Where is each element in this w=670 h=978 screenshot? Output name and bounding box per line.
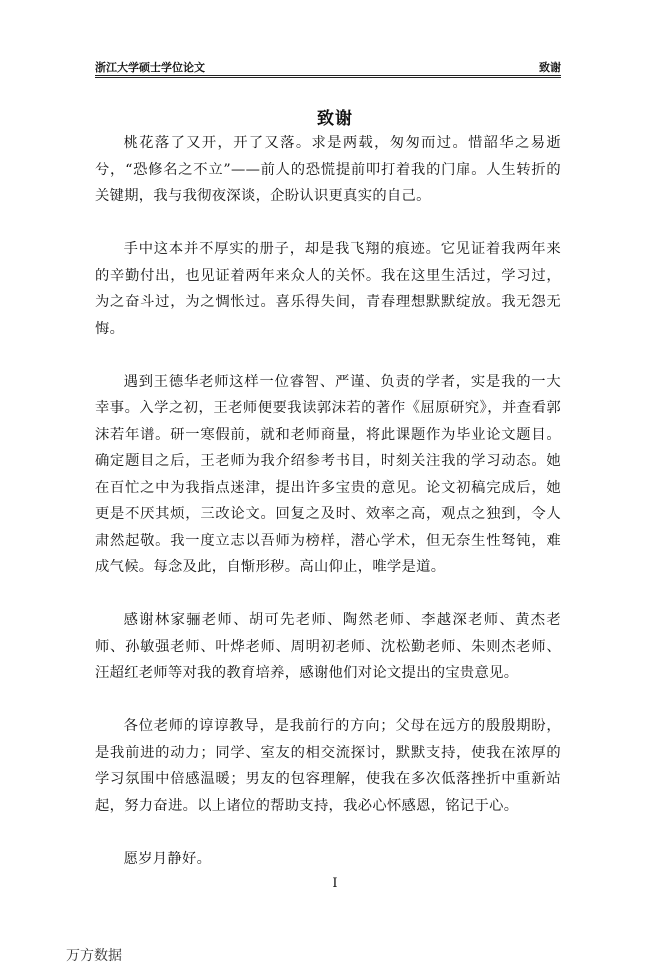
watermark-logo-text: 万方数据 xyxy=(66,948,122,964)
section-header-title: 致谢 xyxy=(539,61,561,74)
paragraph-1: 桃花落了又开，开了又落。求是两载，匆匆而过。惜韶华之易逝兮，“恐修名之不立”——前人的恐慌提前叩打着我的门扉。人生转折的关键期，我与我彻夜深谈，企盼认识更真实的自己。 xyxy=(95,135,561,204)
paragraph-2: 手中这本并不厚实的册子，却是我飞翔的痕迹。它见证着我两年来的辛勤付出，也见证着两年来众人的关怀。我在这里生活过，学习过，为之奋斗过，为之惆怅过。喜乐得失间，青春理想默默绽放。我无怨无悔。 xyxy=(95,241,561,337)
header-rule xyxy=(95,75,561,76)
paragraph-6: 愿岁月静好。 xyxy=(123,850,212,867)
paragraph-4: 感谢林家骊老师、胡可先老师、陶然老师、李越深老师、黄杰老师、孙敏强老师、叶烨老师、周明初老师、沈松勤老师、朱则杰老师、汪超红老师等对我的教育培养，感谢他们对论文提出的宝贵意见。 xyxy=(95,612,561,681)
thesis-header-title: 浙江大学硕士学位论文 xyxy=(95,61,205,74)
page-title: 致谢 xyxy=(317,109,353,129)
acknowledgement-body xyxy=(95,130,561,872)
page-number: I xyxy=(332,876,338,891)
paragraph-5: 各位老师的谆谆教导，是我前行的方向；父母在远方的殷殷期盼，是我前进的动力；同学、室友的相交流探讨，默默支持，使我在浓厚的学习氛围中倍感温暖；男友的包容理解，使我在多次低落挫折中重新站起，努力奋进。以上诸位的帮助支持，我必心怀感恩，铭记于心。 xyxy=(95,718,561,814)
header-rule-thin xyxy=(95,77,561,78)
paragraph-3: 遇到王德华老师这样一位睿智、严谨、负责的学者，实是我的一大幸事。入学之初，王老师便要我读郭沫若的著作《屈原研究》，并查看郭沫若年谱。研一寒假前，就和老师商量，将此课题作为毕业论文题目。确定题目之后，王老师为我介绍参考书目，时刻关注我的学习动态。她在百忙之中为我指点迷津，提出许多宝贵的意见。论文初稿完成后，她更是不厌其烦，三改论文。回复之及时、效率之高，观点之独到，令人肃然起敬。我一度立志以吾师为榜样，潜心学术，但无奈生性驽钝，难成气候。每念及此，自惭形秽。高山仰止，唯学是道。 xyxy=(95,373,561,575)
running-header xyxy=(95,55,561,75)
